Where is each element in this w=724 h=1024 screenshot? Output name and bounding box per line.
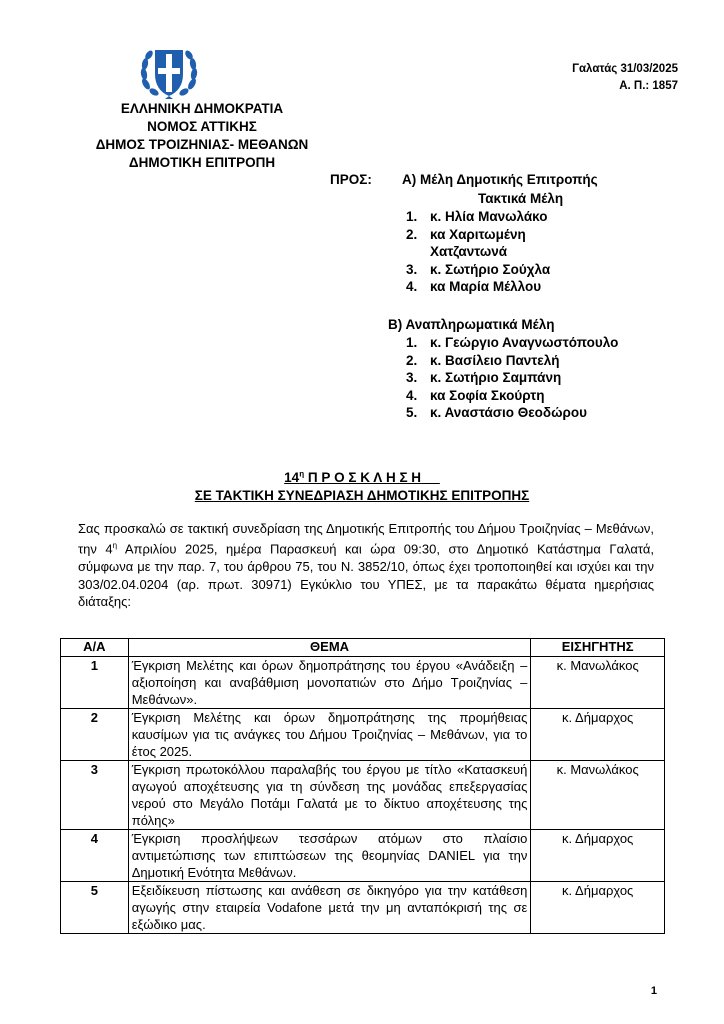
table-row bbox=[61, 657, 665, 709]
member-name: κ. Αναστάσιο Θεοδώρου bbox=[430, 405, 587, 421]
protocol-number: Α. Π.: 1857 bbox=[619, 80, 678, 92]
invitation-ordinal: 14 bbox=[284, 469, 300, 485]
member-name: κ. Σωτήριο Σούχλα bbox=[430, 261, 551, 277]
item-number: 1 bbox=[61, 657, 129, 709]
document-date: Γαλατάς 31/03/2025 bbox=[572, 63, 678, 75]
item-number: 3 bbox=[61, 761, 129, 830]
authority-line: ΕΛΛΗΝΙΚΗ ΔΗΜΟΚΡΑΤΙΑ bbox=[120, 101, 284, 116]
authority-line: ΔΗΜΟΣ ΤΡΟΙΖΗΝΙΑΣ- ΜΕΘΑΝΩΝ bbox=[95, 137, 309, 152]
member-item: 1. κ. Γεώργιο Αναγνωστόπουλο bbox=[406, 335, 619, 350]
member-name: κα Χαριτωμένη Χατζαντωνά bbox=[430, 226, 526, 260]
table-row bbox=[61, 830, 665, 882]
item-theme: Έγκριση προσλήψεων τεσσάρων ατόμων στο πλαίσιο αντιμετώπισης των επιπτώσεων της θεομηνίας DANIEL για την Δημοτική Ενότητα Μεθάνων. bbox=[128, 830, 531, 882]
member-item: 4. κα Μαρία Μέλλου bbox=[406, 279, 542, 295]
substitute-members-list bbox=[406, 334, 646, 422]
item-number: 5 bbox=[61, 882, 129, 934]
group-b-title: Β) Αναπληρωματικά Μέλη bbox=[388, 317, 555, 332]
group-a-title: Α) Μέλη Δημοτικής Επιτροπής bbox=[402, 172, 598, 187]
page-number: 1 bbox=[650, 985, 657, 997]
item-rapporteur: κ. Μανωλάκος bbox=[531, 657, 665, 709]
regular-members-list bbox=[406, 208, 606, 296]
date-protocol bbox=[572, 61, 678, 95]
member-name: κ. Γεώργιο Αναγνωστόπουλο bbox=[430, 335, 619, 350]
member-item: 3. κ. Σωτήριο Σούχλα bbox=[406, 261, 551, 277]
member-item: 4. κα Σοφία Σκούρτη bbox=[406, 387, 545, 403]
agenda-header-row bbox=[61, 639, 665, 657]
member-item: 5. κ. Αναστάσιο Θεοδώρου bbox=[406, 405, 587, 421]
agenda-table bbox=[60, 638, 665, 934]
authority-line: ΔΗΜΟΤΙΚΗ ΕΠΙΤΡΟΠΗ bbox=[128, 155, 276, 170]
member-item: 1. κ. Ηλία Μανωλάκο bbox=[406, 209, 548, 224]
column-header-theme: ΘΕΜΑ bbox=[128, 639, 531, 657]
member-name: κα Σοφία Σκούρτη bbox=[430, 387, 545, 403]
coat-of-arms-icon bbox=[138, 44, 200, 100]
item-theme: Έγκριση πρωτοκόλλου παραλαβής του έργου με τίτλο «Κατασκευή αγωγού αποχέτευσης για τη σύνδεση της μονάδας επεξεργασίας νερού στο Μεγάλο Ποτάμι Γαλατά με το δίκτυο αποχέτευσης της πόλης» bbox=[128, 761, 531, 830]
item-number: 4 bbox=[61, 830, 129, 882]
table-row bbox=[61, 709, 665, 761]
table-row bbox=[61, 761, 665, 830]
item-theme: Έγκριση Μελέτης και όρων δημοπράτησης του έργου «Ανάδειξη – αξιοποίηση και αναβάθμιση μονοπατιών στο Δήμο Τροιζηνίας – Μεθάνων». bbox=[128, 657, 531, 709]
column-header-number: Α/Α bbox=[61, 639, 129, 657]
item-theme: Έγκριση Μελέτης και όρων δημοπράτησης της προμήθειας καυσίμων για τις ανάγκες του Δήμου Τροιζηνίας – Μεθάνων, για το έτος 2025. bbox=[128, 709, 531, 761]
issuing-authority bbox=[78, 100, 326, 172]
member-name: κ. Βασίλειο Παντελή bbox=[430, 352, 560, 368]
member-name: κ. Σωτήριο Σαμπάνη bbox=[430, 370, 562, 386]
column-header-rapporteur: ΕΙΣΗΓΗΤΗΣ bbox=[531, 639, 665, 657]
item-rapporteur: κ. Μανωλάκος bbox=[531, 761, 665, 830]
item-rapporteur: κ. Δήμαρχος bbox=[531, 882, 665, 934]
invitation-ordinal-suffix: η bbox=[299, 469, 305, 478]
item-rapporteur: κ. Δήμαρχος bbox=[531, 830, 665, 882]
item-number: 2 bbox=[61, 709, 129, 761]
member-item: 2. κα Χαριτωμένη Χατζαντωνά bbox=[406, 226, 526, 260]
member-name: κ. Ηλία Μανωλάκο bbox=[430, 209, 548, 224]
group-a-subtitle: Τακτικά Μέλη bbox=[478, 191, 564, 206]
authority-line: ΝΟΜΟΣ ΑΤΤΙΚΗΣ bbox=[147, 119, 257, 134]
to-label: ΠΡΟΣ: bbox=[330, 172, 372, 187]
table-row bbox=[61, 882, 665, 934]
item-theme: Εξειδίκευση πίστωσης και ανάθεση σε δικηγόρο για την κατάθεση αγωγής στην εταιρεία Vodafone μετά την μη ανταπόκρισή της σε εξώδικο μας. bbox=[128, 882, 531, 934]
intro-paragraph: Σας προσκαλώ σε τακτική συνεδρίαση της Δημοτικής Επιτροπής του Δήμου Τροιζηνίας – Μεθάνων, την $4^\eta$ Απριλίου 2025, ημέρα Παρασκευή και ώρα 09:30, στο Δημοτικό Κατάστημα Γαλατά, σύμφωνα με την παρ. 7, του άρθρου 75, του Ν. 3852/10, όπως έχει τροποποιηθεί και ισχύει και την 303/02.04.0204 (αρ. πρωτ. 30971) Εγκύκλιο του ΥΠΕΣ, με τα παρακάτω θέματα ημερήσιας διάταξης: bbox=[78, 521, 654, 609]
invitation-subtitle: ΣΕ ΤΑΚΤΙΚΗ ΣΥΝΕΔΡΙΑΣΗ ΔΗΜΟΤΙΚΗΣ ΕΠΙΤΡΟΠΗΣ bbox=[194, 487, 530, 503]
item-rapporteur: κ. Δήμαρχος bbox=[531, 709, 665, 761]
invitation-word: Π Ρ Ο Σ Κ Λ Η Σ Η bbox=[307, 469, 422, 485]
member-item: 2. κ. Βασίλειο Παντελή bbox=[406, 352, 560, 368]
member-item: 3. κ. Σωτήριο Σαμπάνη bbox=[406, 370, 562, 386]
invitation-heading bbox=[0, 465, 724, 487]
member-name: κα Μαρία Μέλλου bbox=[430, 279, 542, 295]
invitation-title bbox=[0, 465, 724, 505]
